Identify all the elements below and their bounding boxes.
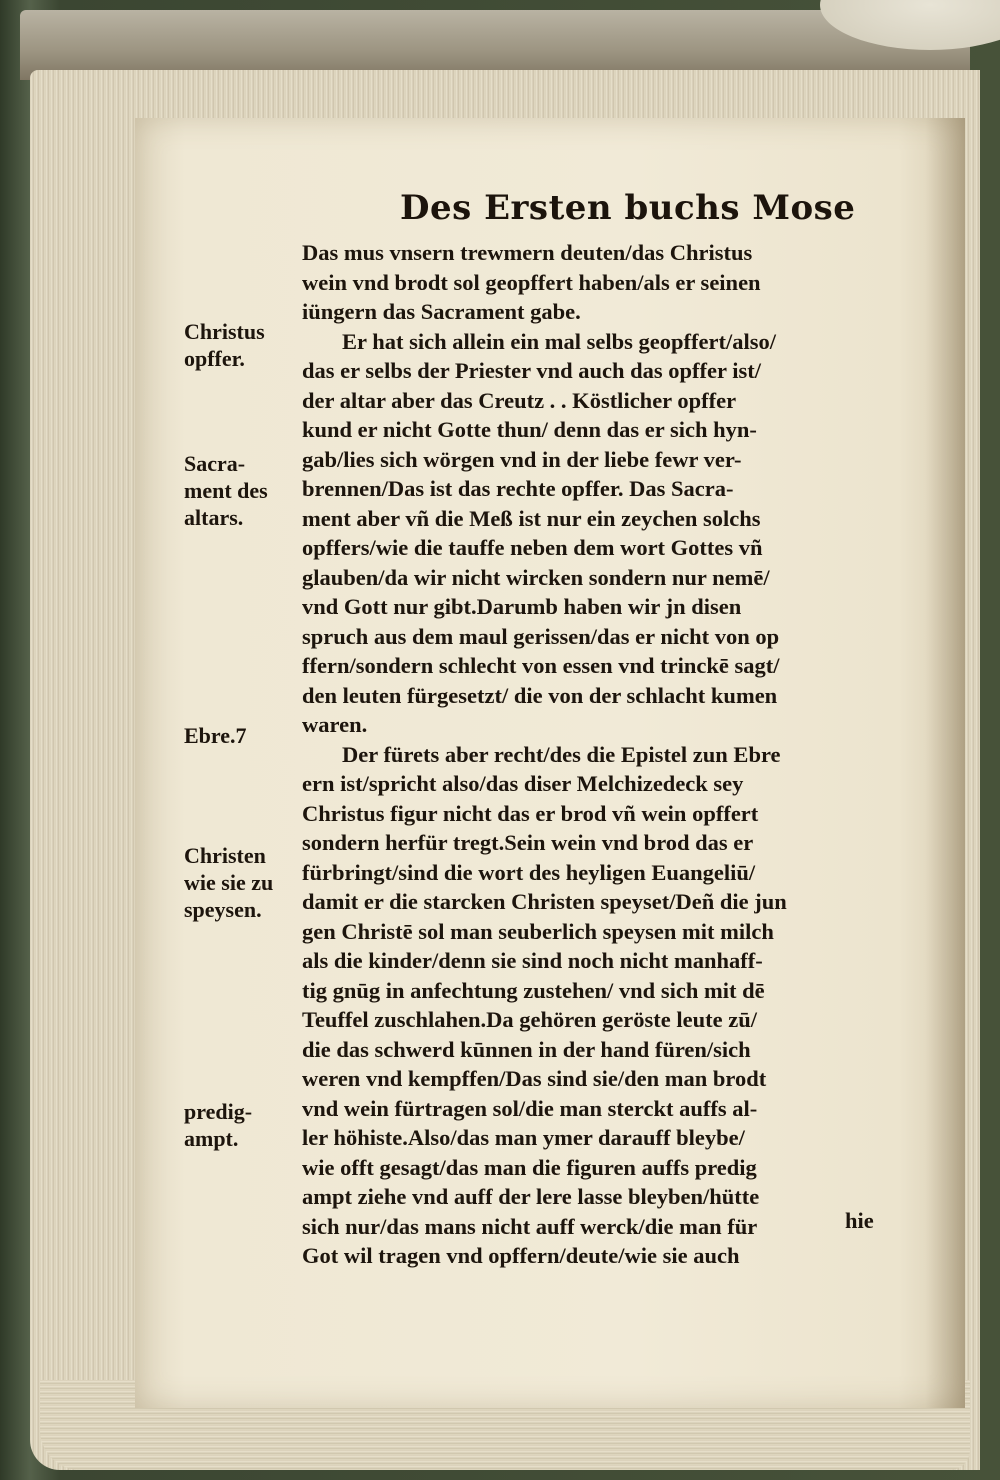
text-line: gab/lies sich wörgen vnd in der liebe fewr ver- — [302, 446, 742, 472]
margin-note-line: ampt. — [184, 1126, 239, 1151]
text-line: das er selbs der Priester vnd auch das opffer ist/ — [302, 358, 761, 383]
text-line: Der fürets aber recht/des die Epistel zun Ebre — [342, 741, 781, 767]
text-line: ampt ziehe vnd auff der lere lasse bleyben/hütte — [302, 1184, 760, 1209]
body-text — [302, 238, 902, 1271]
text-line: wein vnd brodt sol geopffert haben/als er seinen — [302, 269, 761, 295]
text-line: gen Christē sol man seuberlich speysen mit milch — [302, 918, 774, 944]
margin-note-line: predig- — [184, 1099, 253, 1124]
text-line: sondern herfür tregt.Sein wein vnd brod das er — [302, 830, 754, 855]
margin-note-line: Christen — [184, 843, 266, 868]
text-line: Got wil tragen vnd opffern/deute/wie sie auch — [302, 1243, 740, 1268]
text-line: iüngern das Sacrament gabe. — [302, 299, 581, 324]
text-line: den leuten fürgesetzt/ die von der schlacht kumen — [302, 682, 778, 708]
text-line: die das schwerd kūnnen in der hand füren/sich — [302, 1036, 751, 1062]
text-line: Christus figur nicht das er brod vñ wein opffert — [302, 800, 759, 826]
text-line: fürbringt/sind die wort des heyligen Euangeliū/ — [302, 859, 756, 885]
margin-note-line: Sacra- — [184, 451, 246, 476]
text-line: ler höhiste.Also/das man ymer darauff bleybe/ — [302, 1125, 745, 1150]
margin-note-line: wie sie zu — [184, 870, 274, 895]
margin-note-line: Ebre.7 — [184, 723, 247, 748]
text-line: vnd wein fürtragen sol/die man sterckt auffs al- — [302, 1095, 758, 1121]
text-line: Das mus vnsern trewmern deuten/das Christus — [302, 240, 753, 265]
margin-note-line: opffer. — [184, 346, 245, 371]
text-line: der altar aber das Creutz . . Köstlicher opffer — [302, 387, 737, 413]
text-line: sich nur/das mans nicht auff werck/die man für — [302, 1213, 758, 1239]
text-line: damit er die starcken Christen speyset/Deñ die jun — [302, 889, 787, 914]
text-line: wie offt gesagt/das man die figuren auffs predig — [302, 1154, 757, 1180]
margin-note-predigampt — [184, 1098, 304, 1152]
text-line: brennen/Das ist das rechte opffer. Das Sacra- — [302, 476, 734, 501]
margin-note-sacrament — [184, 450, 304, 531]
page-gutter — [925, 118, 965, 1408]
margin-note-christen — [184, 842, 304, 923]
text-line: opffers/wie die tauffe neben dem wort Gottes vñ — [302, 535, 763, 560]
text-line: ment aber vñ die Meß ist nur ein zeychen solchs — [302, 505, 761, 531]
margin-note-line: altars. — [184, 505, 244, 530]
text-line: ern ist/spricht also/das diser Melchizedeck sey — [302, 771, 744, 796]
text-line: waren. — [302, 712, 368, 737]
text-line: spruch aus dem maul gerissen/das er nicht von op — [302, 623, 780, 649]
text-line: als die kinder/denn sie sind noch nicht manhaff- — [302, 948, 763, 973]
text-line: weren vnd kempffen/Das sind sie/den man brodt — [302, 1066, 767, 1091]
catchword: hie — [845, 1208, 874, 1233]
text-line: vnd Gott nur gibt.Darumb haben wir jn disen — [302, 594, 742, 619]
text-line: ffern/sondern schlecht von essen vnd trinckē sagt/ — [302, 653, 780, 678]
text-line: kund er nicht Gotte thun/ denn das er sich hyn- — [302, 417, 757, 442]
margin-note-ebre — [184, 722, 304, 749]
margin-note-line: Christus — [184, 319, 265, 344]
margin-note-christus-opffer — [184, 318, 304, 372]
text-line: Er hat sich allein ein mal selbs geopffert/also/ — [342, 328, 776, 354]
text-line: Teuffel zuschlahen.Da gehören geröste leute zū/ — [302, 1007, 757, 1032]
text-line: glauben/da wir nicht wircken sondern nur nemē/ — [302, 564, 770, 590]
margin-note-line: speysen. — [184, 897, 262, 922]
running-header: Des Ersten buchs Mose — [400, 188, 856, 228]
text-line: tig gnūg in anfechtung zustehen/ vnd sich mit dē — [302, 977, 765, 1003]
margin-note-line: ment des — [184, 478, 268, 503]
